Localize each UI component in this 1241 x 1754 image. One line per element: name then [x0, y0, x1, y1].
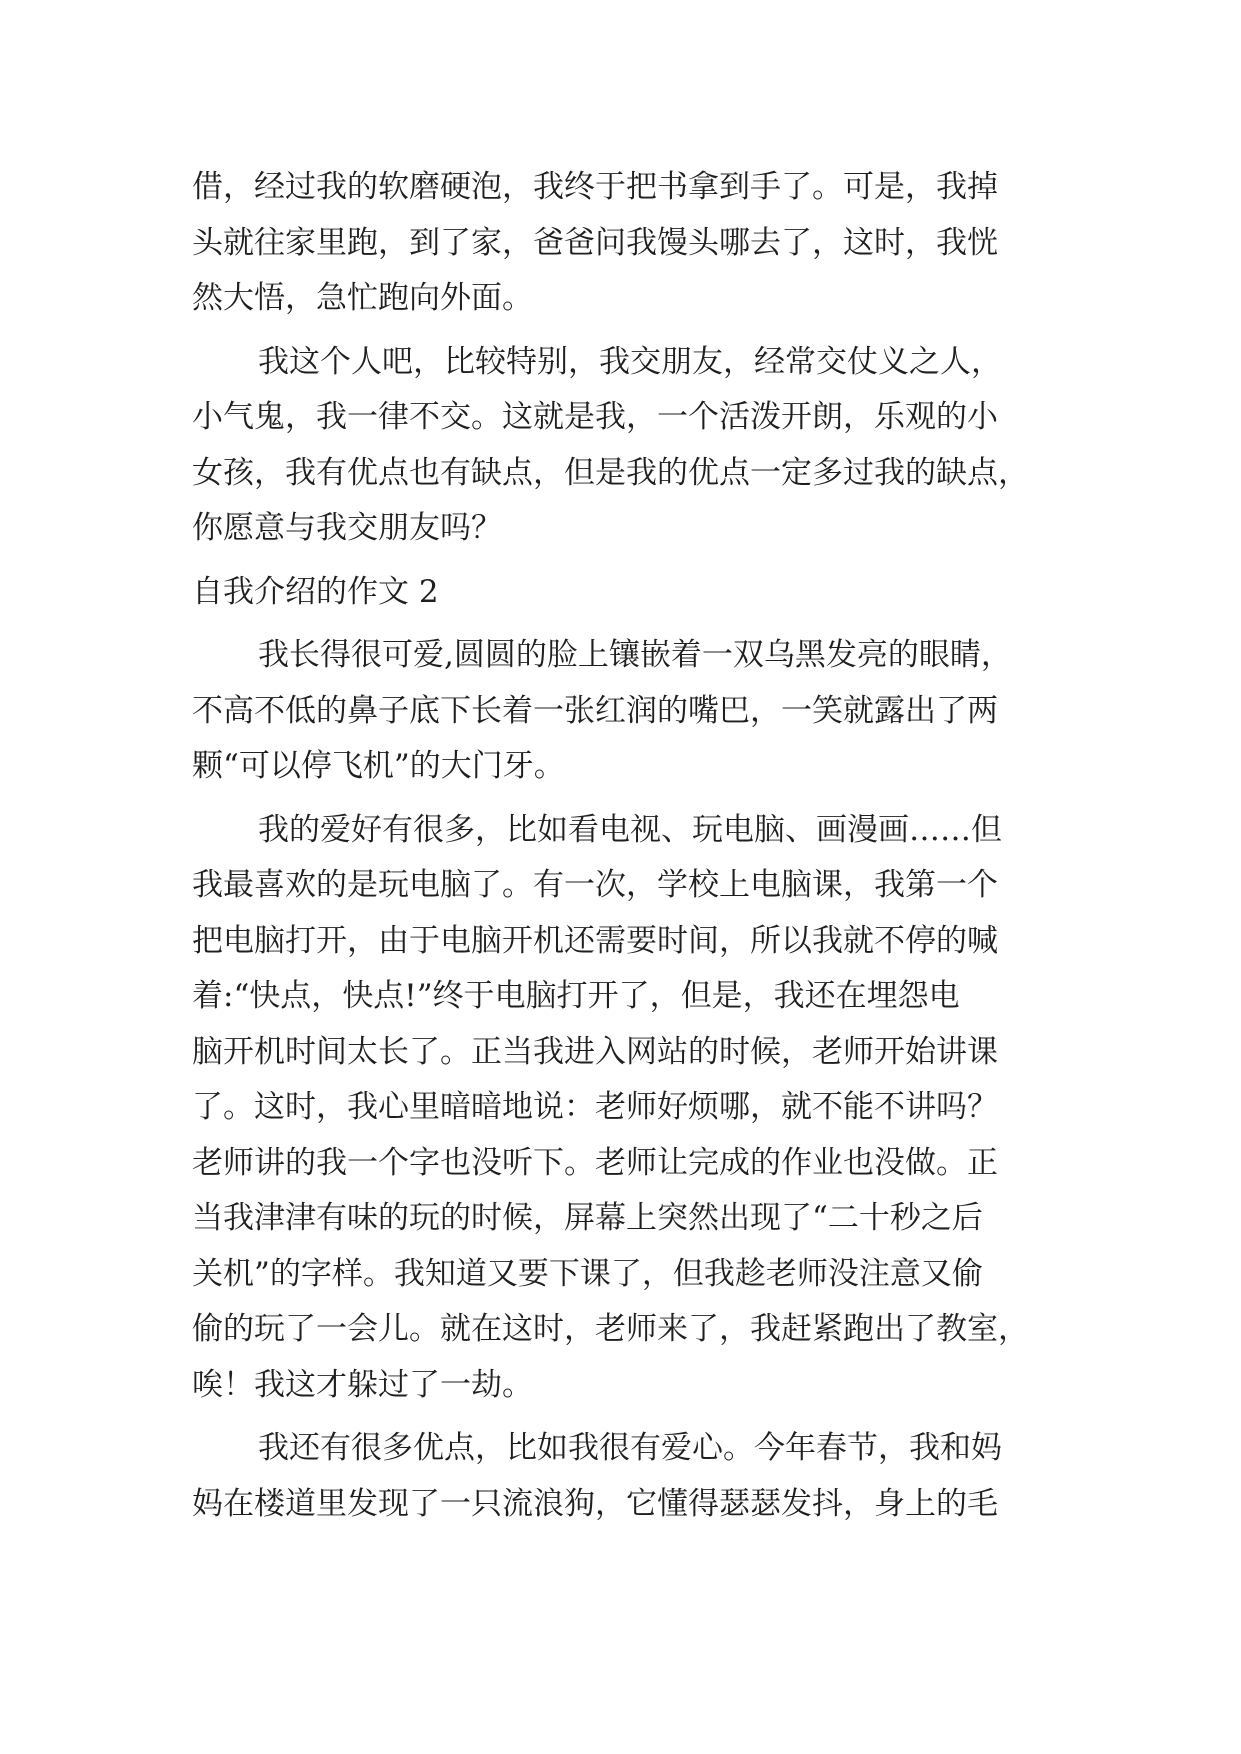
text-line: 关机”的字样。我知道又要下课了，但我趁老师没注意又偷: [192, 1255, 983, 1292]
text-line: 妈在楼道里发现了一只流浪狗，它懂得瑟瑟发抖，身上的毛: [192, 1485, 998, 1522]
text-line: 我最喜欢的是玩电脑了。有一次，学校上电脑课，我第一个: [192, 867, 998, 903]
text-line: 脑开机时间太长了。正当我进入网站的时候，老师开始讲课: [192, 1033, 998, 1070]
paragraph: [192, 803, 1050, 1414]
section-heading: [192, 565, 1050, 621]
text-line: 自我介绍的作文 2: [192, 573, 439, 610]
text-line: 然大悟，急忙跑向外面。: [192, 280, 533, 316]
paragraph: [192, 335, 1050, 557]
paragraph: [192, 1421, 1050, 1532]
text-line: 把电脑打开，由于电脑开机还需要时间，所以我就不停的喊: [192, 922, 998, 959]
text-line: 我还有很多优点，比如我很有爱心。今年春节，我和妈: [258, 1430, 1002, 1466]
paragraph: [192, 628, 1050, 795]
text-line: 我的爱好有很多，比如看电视、玩电脑、画漫画……但: [258, 811, 1002, 848]
text-line: 着:“快点，快点!”终于电脑打开了，但是，我还在埋怨电: [192, 978, 960, 1014]
text-line: 我长得很可爱,圆圆的脸上镶嵌着一双乌黑发亮的眼睛，: [258, 637, 1012, 673]
paragraph: [192, 160, 1050, 327]
text-line: 当我津津有味的玩的时候，屏幕上突然出现了“二十秒之后: [192, 1200, 983, 1236]
text-line: 女孩，我有优点也有缺点，但是我的优点一定多过我的缺点，: [192, 454, 1029, 491]
text-line: 我这个人吧，比较特别，我交朋友，经常交仗义之人，: [258, 343, 1002, 380]
text-line: 颗“可以停飞机”的大门牙。: [192, 748, 565, 784]
text-line: 老师讲的我一个字也没听下。老师让完成的作业也没做。正: [192, 1144, 998, 1181]
document-body: [192, 160, 1050, 1540]
text-line: 不高不低的鼻子底下长着一张红润的嘴巴，一笑就露出了两: [192, 692, 998, 729]
text-line: 借，经过我的软磨硬泡，我终于把书拿到手了。可是，我掉: [192, 169, 998, 205]
text-line: 唉！我这才躲过了一劫。: [192, 1366, 533, 1403]
text-line: 了。这时，我心里暗暗地说：老师好烦哪，就不能不讲吗？: [192, 1089, 998, 1125]
text-line: 你愿意与我交朋友吗？: [192, 510, 502, 546]
text-line: 偷的玩了一会儿。就在这时，老师来了，我赶紧跑出了教室，: [192, 1311, 1029, 1347]
text-line: 头就往家里跑，到了家，爸爸问我馒头哪去了，这时，我恍: [192, 224, 998, 261]
text-line: 小气鬼，我一律不交。这就是我，一个活泼开朗，乐观的小: [192, 399, 998, 435]
